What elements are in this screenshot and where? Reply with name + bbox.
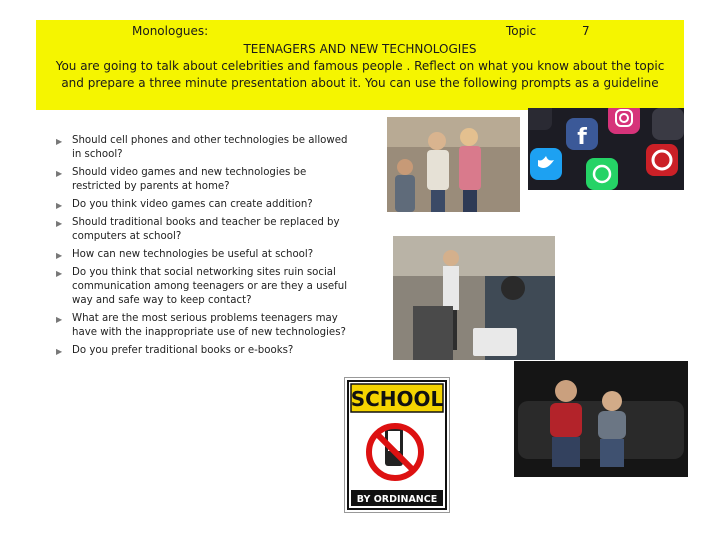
triangle-right-icon: ▶ [56,315,63,324]
list-item [52,134,352,162]
prompt-text: Do you think that social networking sites ruin social communication among teenagers or are they a useful way and safe way to keep contact? [72,267,348,306]
instagram-icon [608,108,640,134]
triangle-right-icon: ▶ [56,269,63,278]
prompt-list [52,134,352,362]
list-item [52,344,352,358]
classroom-laptop-photo [393,236,555,360]
teens-with-phones-photo [387,117,520,212]
sign-top-text: SCHOOL [350,387,444,411]
pinterest-icon [646,144,678,176]
boys-gaming-photo [514,361,688,477]
sign-bottom-text: BY ORDINANCE [356,494,438,505]
intro-line-1: You are going to talk about celebrities and famous people . Reflect on what you know about the topic [55,59,665,73]
prompt-text: Should video games and new technologies be restricted by parents at home? [72,167,307,192]
triangle-right-icon: ▶ [56,137,63,146]
twitter-icon [530,148,562,180]
monologues-label: Monologues: [132,24,209,38]
list-item [52,266,352,308]
triangle-right-icon: ▶ [56,201,63,210]
whatsapp-icon [586,158,618,190]
prompt-text: What are the most serious problems teenagers may have with the inappropriate use of new technologies? [72,313,346,338]
list-item [52,198,352,212]
prompt-text: How can new technologies be useful at school? [72,249,314,260]
page-title: TEENAGERS AND NEW TECHNOLOGIES [243,42,477,56]
header-banner [36,20,684,110]
social-media-apps-photo [528,108,684,190]
topic-number: 7 [582,24,590,38]
facebook-icon [566,118,598,150]
triangle-right-icon: ▶ [56,169,63,178]
prompt-text: Do you prefer traditional books or e-books? [72,345,294,356]
prompt-text: Do you think video games can create addition? [72,199,313,210]
list-item [52,312,352,340]
school-no-phones-sign [344,377,450,513]
triangle-right-icon: ▶ [56,347,63,356]
topic-label: Topic [506,24,537,38]
triangle-right-icon: ▶ [56,251,63,260]
list-item [52,248,352,262]
svg-text:f: f [577,125,587,150]
intro-line-2: and prepare a three minute presentation about it. You can use the following prompts as a guideline [61,76,659,90]
triangle-right-icon: ▶ [56,219,63,228]
prompt-text: Should traditional books and teacher be replaced by computers at school? [72,217,340,242]
list-item [52,216,352,244]
list-item [52,166,352,194]
prompt-text: Should cell phones and other technologies be allowed in school? [72,135,348,160]
